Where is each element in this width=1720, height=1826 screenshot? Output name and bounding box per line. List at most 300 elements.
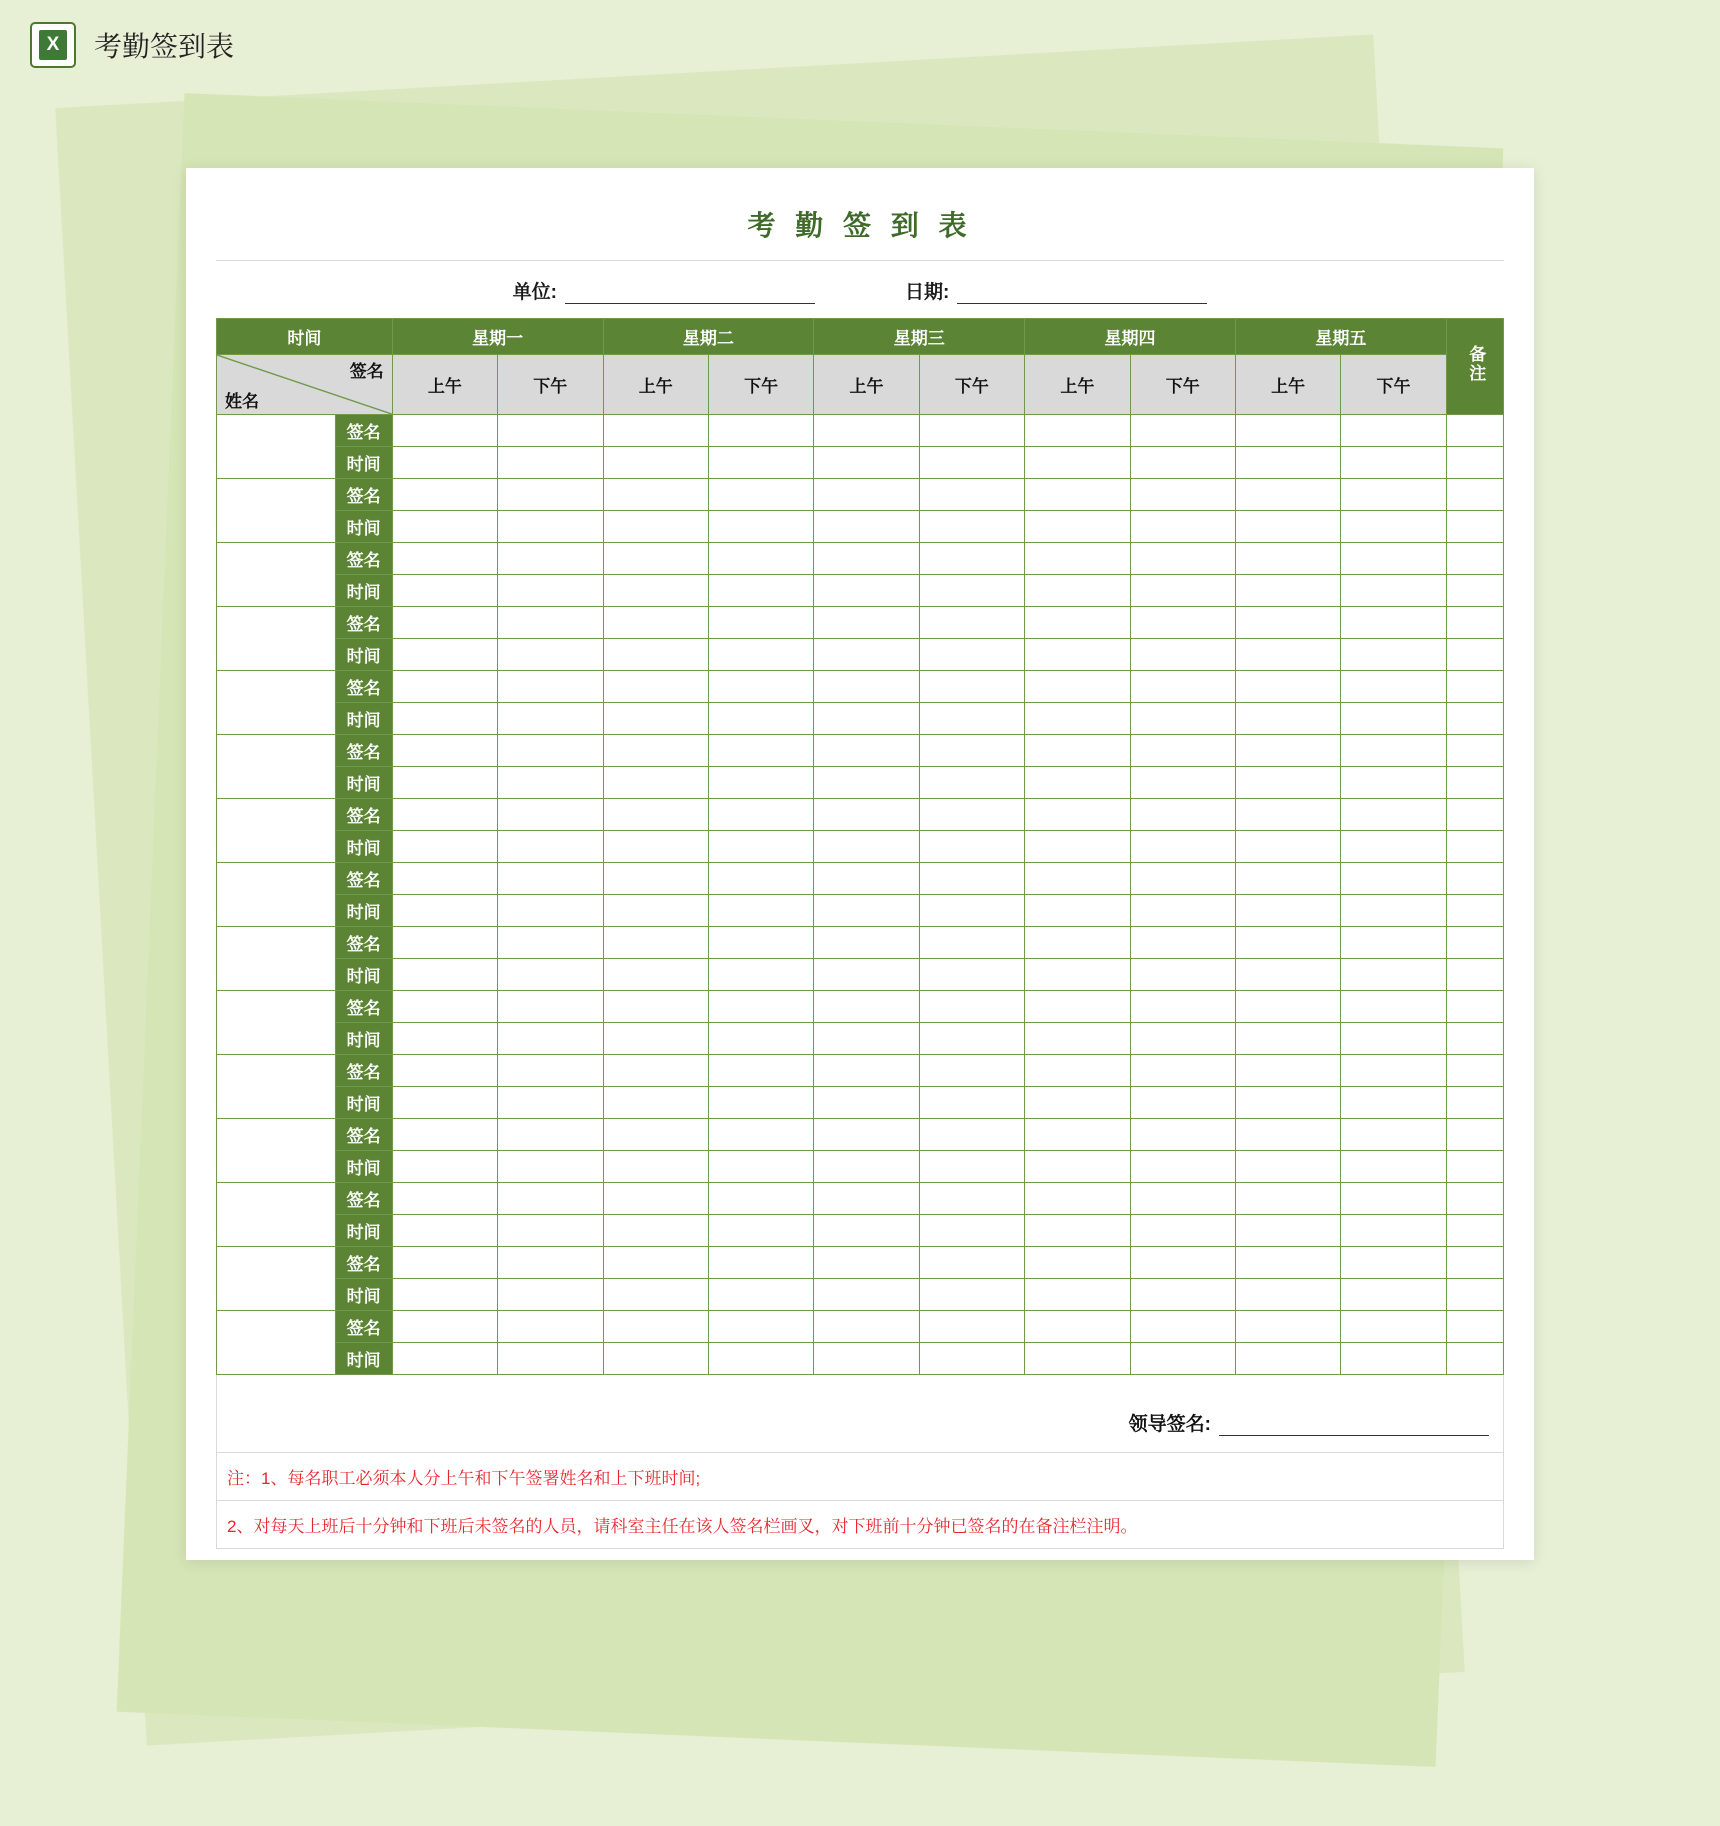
entry-cell[interactable]	[1341, 575, 1446, 607]
entry-cell[interactable]	[1235, 1119, 1340, 1151]
entry-cell[interactable]	[814, 447, 919, 479]
entry-cell[interactable]	[1130, 607, 1235, 639]
entry-cell[interactable]	[1130, 703, 1235, 735]
remark-cell[interactable]	[1446, 1151, 1503, 1183]
remark-cell[interactable]	[1446, 639, 1503, 671]
entry-cell[interactable]	[814, 607, 919, 639]
remark-cell[interactable]	[1446, 895, 1503, 927]
entry-cell[interactable]	[814, 1087, 919, 1119]
entry-cell[interactable]	[498, 959, 603, 991]
entry-cell[interactable]	[1130, 447, 1235, 479]
entry-cell[interactable]	[498, 1023, 603, 1055]
entry-cell[interactable]	[1341, 991, 1446, 1023]
entry-cell[interactable]	[708, 959, 813, 991]
entry-cell[interactable]	[919, 415, 1024, 447]
leader-signature-row[interactable]	[216, 1375, 1504, 1453]
entry-cell[interactable]	[1025, 671, 1130, 703]
remark-cell[interactable]	[1446, 959, 1503, 991]
entry-cell[interactable]	[1235, 1311, 1340, 1343]
entry-cell[interactable]	[1025, 767, 1130, 799]
entry-cell[interactable]	[708, 575, 813, 607]
entry-cell[interactable]	[1025, 863, 1130, 895]
entry-cell[interactable]	[1130, 735, 1235, 767]
remark-cell[interactable]	[1446, 991, 1503, 1023]
entry-cell[interactable]	[603, 511, 708, 543]
entry-cell[interactable]	[1025, 799, 1130, 831]
entry-cell[interactable]	[1341, 863, 1446, 895]
remark-cell[interactable]	[1446, 415, 1503, 447]
entry-cell[interactable]	[1341, 1183, 1446, 1215]
remark-cell[interactable]	[1446, 1343, 1503, 1375]
entry-cell[interactable]	[919, 1343, 1024, 1375]
entry-cell[interactable]	[1235, 1087, 1340, 1119]
entry-cell[interactable]	[498, 767, 603, 799]
entry-cell[interactable]	[919, 863, 1024, 895]
entry-cell[interactable]	[1341, 1055, 1446, 1087]
entry-cell[interactable]	[1341, 927, 1446, 959]
remark-cell[interactable]	[1446, 575, 1503, 607]
entry-cell[interactable]	[1235, 895, 1340, 927]
entry-cell[interactable]	[919, 927, 1024, 959]
entry-cell[interactable]	[603, 991, 708, 1023]
entry-cell[interactable]	[919, 1151, 1024, 1183]
entry-cell[interactable]	[498, 415, 603, 447]
entry-cell[interactable]	[603, 1055, 708, 1087]
entry-cell[interactable]	[392, 1215, 497, 1247]
entry-cell[interactable]	[1130, 543, 1235, 575]
leader-signature-line[interactable]	[1219, 1417, 1489, 1436]
entry-cell[interactable]	[919, 575, 1024, 607]
entry-cell[interactable]	[1130, 415, 1235, 447]
entry-cell[interactable]	[1235, 959, 1340, 991]
entry-cell[interactable]	[708, 671, 813, 703]
entry-cell[interactable]	[1025, 1151, 1130, 1183]
entry-cell[interactable]	[392, 799, 497, 831]
entry-cell[interactable]	[603, 1279, 708, 1311]
entry-cell[interactable]	[1341, 447, 1446, 479]
entry-cell[interactable]	[919, 767, 1024, 799]
entry-cell[interactable]	[392, 991, 497, 1023]
entry-cell[interactable]	[392, 447, 497, 479]
entry-cell[interactable]	[392, 1023, 497, 1055]
entry-cell[interactable]	[708, 1023, 813, 1055]
entry-cell[interactable]	[498, 1055, 603, 1087]
entry-cell[interactable]	[708, 1055, 813, 1087]
entry-cell[interactable]	[708, 1183, 813, 1215]
entry-cell[interactable]	[603, 735, 708, 767]
entry-cell[interactable]	[1130, 1279, 1235, 1311]
entry-cell[interactable]	[1341, 1087, 1446, 1119]
entry-cell[interactable]	[1130, 959, 1235, 991]
entry-cell[interactable]	[1130, 767, 1235, 799]
entry-cell[interactable]	[919, 447, 1024, 479]
entry-cell[interactable]	[814, 543, 919, 575]
entry-cell[interactable]	[1130, 639, 1235, 671]
entry-cell[interactable]	[708, 1119, 813, 1151]
entry-cell[interactable]	[814, 1183, 919, 1215]
entry-cell[interactable]	[603, 479, 708, 511]
entry-cell[interactable]	[1025, 1055, 1130, 1087]
entry-cell[interactable]	[1130, 479, 1235, 511]
entry-cell[interactable]	[814, 767, 919, 799]
entry-cell[interactable]	[392, 479, 497, 511]
entry-cell[interactable]	[708, 607, 813, 639]
entry-cell[interactable]	[1025, 1247, 1130, 1279]
employee-name-cell[interactable]	[217, 671, 336, 735]
entry-cell[interactable]	[1235, 1247, 1340, 1279]
entry-cell[interactable]	[814, 959, 919, 991]
entry-cell[interactable]	[1025, 1215, 1130, 1247]
entry-cell[interactable]	[708, 415, 813, 447]
entry-cell[interactable]	[814, 575, 919, 607]
entry-cell[interactable]	[1025, 959, 1130, 991]
entry-cell[interactable]	[1025, 1311, 1130, 1343]
entry-cell[interactable]	[708, 895, 813, 927]
entry-cell[interactable]	[1025, 927, 1130, 959]
entry-cell[interactable]	[1235, 479, 1340, 511]
entry-cell[interactable]	[1025, 1087, 1130, 1119]
entry-cell[interactable]	[1235, 703, 1340, 735]
entry-cell[interactable]	[814, 991, 919, 1023]
entry-cell[interactable]	[1025, 639, 1130, 671]
entry-cell[interactable]	[919, 543, 1024, 575]
entry-cell[interactable]	[1130, 1087, 1235, 1119]
remark-cell[interactable]	[1446, 447, 1503, 479]
entry-cell[interactable]	[814, 1279, 919, 1311]
entry-cell[interactable]	[919, 639, 1024, 671]
entry-cell[interactable]	[1130, 927, 1235, 959]
entry-cell[interactable]	[708, 639, 813, 671]
entry-cell[interactable]	[1130, 895, 1235, 927]
entry-cell[interactable]	[498, 1151, 603, 1183]
entry-cell[interactable]	[708, 863, 813, 895]
entry-cell[interactable]	[392, 895, 497, 927]
entry-cell[interactable]	[814, 639, 919, 671]
entry-cell[interactable]	[603, 575, 708, 607]
entry-cell[interactable]	[1341, 959, 1446, 991]
employee-name-cell[interactable]	[217, 607, 336, 671]
entry-cell[interactable]	[1341, 607, 1446, 639]
entry-cell[interactable]	[1130, 1183, 1235, 1215]
entry-cell[interactable]	[1341, 1311, 1446, 1343]
entry-cell[interactable]	[919, 1023, 1024, 1055]
entry-cell[interactable]	[814, 703, 919, 735]
entry-cell[interactable]	[1130, 799, 1235, 831]
entry-cell[interactable]	[1025, 447, 1130, 479]
entry-cell[interactable]	[1341, 895, 1446, 927]
entry-cell[interactable]	[708, 447, 813, 479]
entry-cell[interactable]	[603, 1247, 708, 1279]
entry-cell[interactable]	[1235, 511, 1340, 543]
remark-cell[interactable]	[1446, 1119, 1503, 1151]
entry-cell[interactable]	[1341, 703, 1446, 735]
employee-name-cell[interactable]	[217, 1183, 336, 1247]
entry-cell[interactable]	[1025, 703, 1130, 735]
entry-cell[interactable]	[1235, 543, 1340, 575]
entry-cell[interactable]	[814, 1311, 919, 1343]
entry-cell[interactable]	[1235, 1055, 1340, 1087]
entry-cell[interactable]	[1235, 735, 1340, 767]
entry-cell[interactable]	[814, 1023, 919, 1055]
remark-cell[interactable]	[1446, 927, 1503, 959]
entry-cell[interactable]	[708, 1215, 813, 1247]
entry-cell[interactable]	[498, 1311, 603, 1343]
entry-cell[interactable]	[1341, 1343, 1446, 1375]
entry-cell[interactable]	[708, 1247, 813, 1279]
entry-cell[interactable]	[603, 767, 708, 799]
entry-cell[interactable]	[498, 1279, 603, 1311]
employee-name-cell[interactable]	[217, 799, 336, 863]
entry-cell[interactable]	[919, 1119, 1024, 1151]
entry-cell[interactable]	[603, 415, 708, 447]
employee-name-cell[interactable]	[217, 1119, 336, 1183]
entry-cell[interactable]	[1025, 1119, 1130, 1151]
entry-cell[interactable]	[814, 1055, 919, 1087]
entry-cell[interactable]	[1341, 479, 1446, 511]
entry-cell[interactable]	[814, 927, 919, 959]
entry-cell[interactable]	[708, 479, 813, 511]
entry-cell[interactable]	[498, 607, 603, 639]
entry-cell[interactable]	[1235, 1151, 1340, 1183]
entry-cell[interactable]	[814, 1151, 919, 1183]
entry-cell[interactable]	[919, 799, 1024, 831]
entry-cell[interactable]	[1235, 415, 1340, 447]
entry-cell[interactable]	[1235, 1183, 1340, 1215]
remark-cell[interactable]	[1446, 1183, 1503, 1215]
entry-cell[interactable]	[1130, 575, 1235, 607]
entry-cell[interactable]	[708, 511, 813, 543]
entry-cell[interactable]	[919, 959, 1024, 991]
entry-cell[interactable]	[919, 1311, 1024, 1343]
entry-cell[interactable]	[498, 991, 603, 1023]
entry-cell[interactable]	[1130, 863, 1235, 895]
entry-cell[interactable]	[498, 703, 603, 735]
entry-cell[interactable]	[708, 799, 813, 831]
entry-cell[interactable]	[814, 1343, 919, 1375]
entry-cell[interactable]	[1130, 991, 1235, 1023]
entry-cell[interactable]	[919, 1055, 1024, 1087]
entry-cell[interactable]	[1130, 1055, 1235, 1087]
entry-cell[interactable]	[392, 1183, 497, 1215]
entry-cell[interactable]	[392, 639, 497, 671]
entry-cell[interactable]	[708, 927, 813, 959]
employee-name-cell[interactable]	[217, 543, 336, 607]
entry-cell[interactable]	[1341, 543, 1446, 575]
entry-cell[interactable]	[603, 1119, 708, 1151]
entry-cell[interactable]	[498, 735, 603, 767]
entry-cell[interactable]	[603, 703, 708, 735]
employee-name-cell[interactable]	[217, 735, 336, 799]
entry-cell[interactable]	[498, 1119, 603, 1151]
entry-cell[interactable]	[1235, 831, 1340, 863]
entry-cell[interactable]	[603, 639, 708, 671]
remark-cell[interactable]	[1446, 1023, 1503, 1055]
entry-cell[interactable]	[1130, 831, 1235, 863]
entry-cell[interactable]	[1341, 1247, 1446, 1279]
entry-cell[interactable]	[814, 1215, 919, 1247]
entry-cell[interactable]	[708, 1151, 813, 1183]
entry-cell[interactable]	[498, 447, 603, 479]
entry-cell[interactable]	[919, 511, 1024, 543]
entry-cell[interactable]	[1025, 1023, 1130, 1055]
remark-cell[interactable]	[1446, 799, 1503, 831]
remark-cell[interactable]	[1446, 671, 1503, 703]
date-field[interactable]	[905, 277, 1207, 304]
entry-cell[interactable]	[603, 1151, 708, 1183]
entry-cell[interactable]	[919, 1247, 1024, 1279]
entry-cell[interactable]	[603, 927, 708, 959]
remark-cell[interactable]	[1446, 607, 1503, 639]
entry-cell[interactable]	[1025, 1343, 1130, 1375]
entry-cell[interactable]	[919, 703, 1024, 735]
entry-cell[interactable]	[1235, 671, 1340, 703]
entry-cell[interactable]	[1235, 607, 1340, 639]
entry-cell[interactable]	[1341, 1151, 1446, 1183]
entry-cell[interactable]	[392, 415, 497, 447]
entry-cell[interactable]	[1341, 799, 1446, 831]
entry-cell[interactable]	[392, 575, 497, 607]
entry-cell[interactable]	[603, 543, 708, 575]
remark-cell[interactable]	[1446, 1215, 1503, 1247]
entry-cell[interactable]	[814, 671, 919, 703]
entry-cell[interactable]	[498, 1087, 603, 1119]
entry-cell[interactable]	[392, 607, 497, 639]
employee-name-cell[interactable]	[217, 927, 336, 991]
entry-cell[interactable]	[498, 895, 603, 927]
entry-cell[interactable]	[1130, 671, 1235, 703]
remark-cell[interactable]	[1446, 511, 1503, 543]
remark-cell[interactable]	[1446, 863, 1503, 895]
entry-cell[interactable]	[919, 831, 1024, 863]
employee-name-cell[interactable]	[217, 1055, 336, 1119]
employee-name-cell[interactable]	[217, 1247, 336, 1311]
entry-cell[interactable]	[1235, 1343, 1340, 1375]
remark-cell[interactable]	[1446, 767, 1503, 799]
entry-cell[interactable]	[919, 991, 1024, 1023]
entry-cell[interactable]	[1235, 639, 1340, 671]
entry-cell[interactable]	[1025, 991, 1130, 1023]
entry-cell[interactable]	[1130, 1215, 1235, 1247]
entry-cell[interactable]	[498, 1183, 603, 1215]
remark-cell[interactable]	[1446, 479, 1503, 511]
entry-cell[interactable]	[1341, 767, 1446, 799]
entry-cell[interactable]	[708, 735, 813, 767]
entry-cell[interactable]	[392, 671, 497, 703]
entry-cell[interactable]	[392, 1055, 497, 1087]
entry-cell[interactable]	[498, 479, 603, 511]
entry-cell[interactable]	[1025, 831, 1130, 863]
entry-cell[interactable]	[1341, 1023, 1446, 1055]
entry-cell[interactable]	[498, 543, 603, 575]
entry-cell[interactable]	[392, 927, 497, 959]
entry-cell[interactable]	[1235, 927, 1340, 959]
entry-cell[interactable]	[392, 1311, 497, 1343]
entry-cell[interactable]	[392, 1151, 497, 1183]
entry-cell[interactable]	[603, 447, 708, 479]
entry-cell[interactable]	[919, 479, 1024, 511]
entry-cell[interactable]	[392, 1279, 497, 1311]
entry-cell[interactable]	[1025, 735, 1130, 767]
entry-cell[interactable]	[392, 831, 497, 863]
entry-cell[interactable]	[708, 991, 813, 1023]
entry-cell[interactable]	[1130, 1311, 1235, 1343]
entry-cell[interactable]	[1341, 415, 1446, 447]
entry-cell[interactable]	[1025, 543, 1130, 575]
entry-cell[interactable]	[1235, 863, 1340, 895]
employee-name-cell[interactable]	[217, 1311, 336, 1375]
entry-cell[interactable]	[603, 1023, 708, 1055]
entry-cell[interactable]	[603, 863, 708, 895]
entry-cell[interactable]	[603, 831, 708, 863]
entry-cell[interactable]	[1235, 991, 1340, 1023]
entry-cell[interactable]	[392, 1087, 497, 1119]
entry-cell[interactable]	[708, 703, 813, 735]
entry-cell[interactable]	[392, 543, 497, 575]
entry-cell[interactable]	[1341, 1119, 1446, 1151]
entry-cell[interactable]	[603, 1183, 708, 1215]
entry-cell[interactable]	[392, 767, 497, 799]
entry-cell[interactable]	[708, 543, 813, 575]
entry-cell[interactable]	[1235, 1023, 1340, 1055]
entry-cell[interactable]	[392, 1343, 497, 1375]
entry-cell[interactable]	[392, 735, 497, 767]
entry-cell[interactable]	[603, 607, 708, 639]
entry-cell[interactable]	[1235, 1279, 1340, 1311]
entry-cell[interactable]	[498, 575, 603, 607]
entry-cell[interactable]	[814, 863, 919, 895]
entry-cell[interactable]	[708, 831, 813, 863]
entry-cell[interactable]	[392, 703, 497, 735]
entry-cell[interactable]	[1341, 639, 1446, 671]
entry-cell[interactable]	[708, 1279, 813, 1311]
remark-cell[interactable]	[1446, 735, 1503, 767]
unit-input-line[interactable]	[565, 283, 815, 304]
remark-cell[interactable]	[1446, 1055, 1503, 1087]
remark-cell[interactable]	[1446, 703, 1503, 735]
entry-cell[interactable]	[708, 1343, 813, 1375]
entry-cell[interactable]	[919, 671, 1024, 703]
entry-cell[interactable]	[498, 831, 603, 863]
entry-cell[interactable]	[1341, 671, 1446, 703]
entry-cell[interactable]	[498, 1247, 603, 1279]
entry-cell[interactable]	[603, 959, 708, 991]
employee-name-cell[interactable]	[217, 991, 336, 1055]
entry-cell[interactable]	[1130, 1151, 1235, 1183]
entry-cell[interactable]	[1025, 575, 1130, 607]
entry-cell[interactable]	[603, 1311, 708, 1343]
entry-cell[interactable]	[498, 639, 603, 671]
entry-cell[interactable]	[1341, 1279, 1446, 1311]
entry-cell[interactable]	[392, 959, 497, 991]
entry-cell[interactable]	[1130, 511, 1235, 543]
entry-cell[interactable]	[603, 1343, 708, 1375]
entry-cell[interactable]	[1341, 1215, 1446, 1247]
entry-cell[interactable]	[919, 1279, 1024, 1311]
entry-cell[interactable]	[1130, 1119, 1235, 1151]
entry-cell[interactable]	[814, 1247, 919, 1279]
entry-cell[interactable]	[1235, 447, 1340, 479]
entry-cell[interactable]	[708, 767, 813, 799]
employee-name-cell[interactable]	[217, 479, 336, 543]
entry-cell[interactable]	[603, 799, 708, 831]
entry-cell[interactable]	[814, 799, 919, 831]
entry-cell[interactable]	[1025, 607, 1130, 639]
entry-cell[interactable]	[814, 511, 919, 543]
entry-cell[interactable]	[1025, 1279, 1130, 1311]
entry-cell[interactable]	[1025, 511, 1130, 543]
entry-cell[interactable]	[603, 1215, 708, 1247]
entry-cell[interactable]	[919, 735, 1024, 767]
